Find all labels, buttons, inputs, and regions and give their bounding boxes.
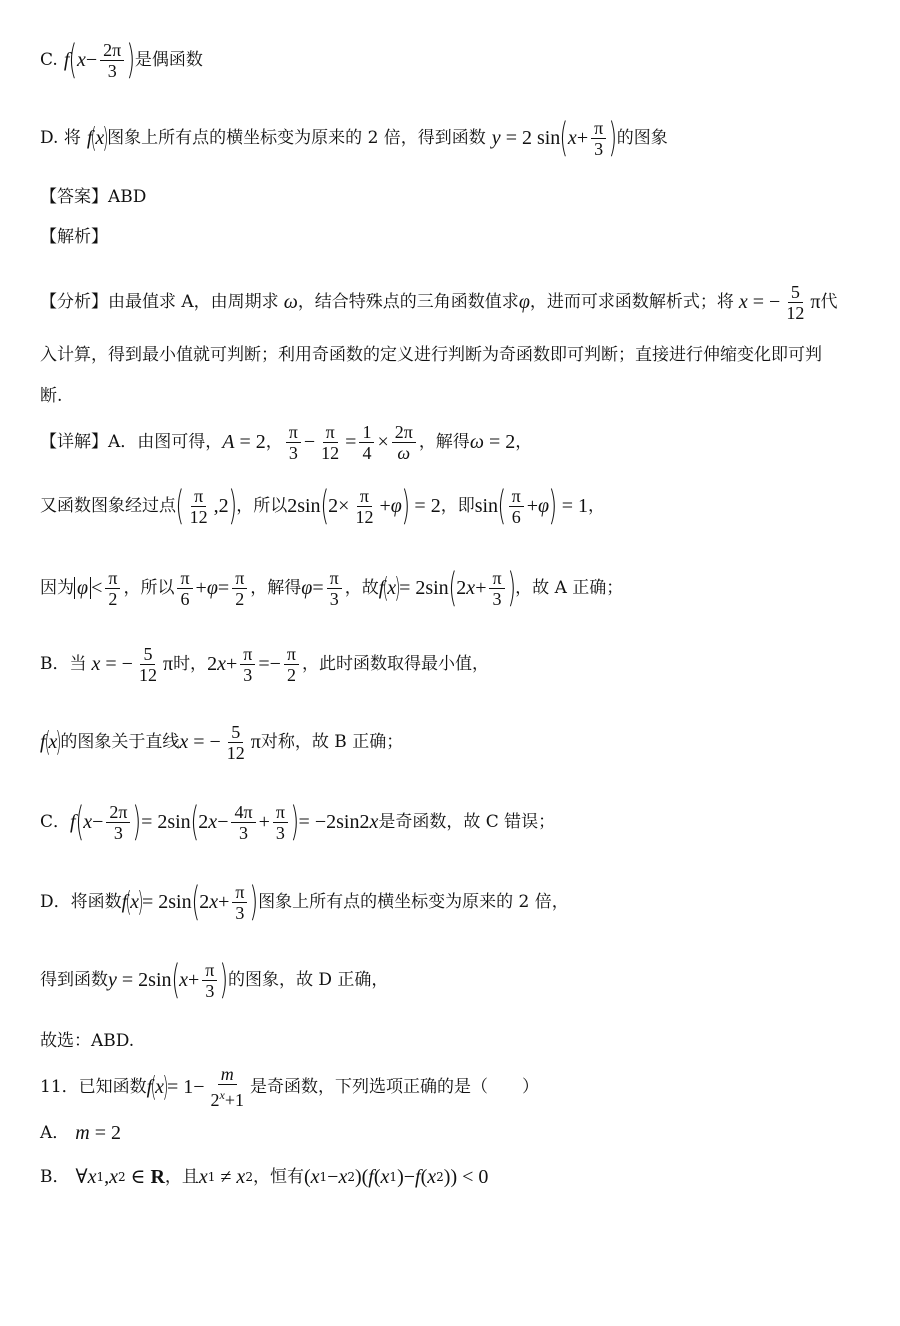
- fenxi-line3: 断.: [40, 386, 63, 406]
- detail-c: C． f ( x − $\frac{2\pi}{3}$ ) = 2sin ( 2 x − $\frac{4\pi}{3}$ + $\frac{\pi}{3}$ ) = −2sin2 x 是奇函数，故 C 错误；: [40, 799, 556, 845]
- option-c-text: 是偶函数: [134, 50, 203, 70]
- detail-a: 【详解】A．由图可得， A = 2 ， $\frac{\pi}{3}$ − $\frac{\pi}{12}$ = $\frac{1}{4}$ × $\frac{2\pi}{\omega}$ ，解得 ω = 2 ，: [40, 421, 533, 463]
- option-d: D. 将 f ( x ) 图象上所有点的横坐标变为原来的 2 倍，得到函数 y = 2 sin ( x + $\frac{\pi}{3}$ ) 的图象: [40, 115, 668, 161]
- q11-option-b: B． ∀ x 1 , x 2 ∈ R ，且 x 1 ≠ x 2 ，恒有 ( x 1 − x 2 )( f ( x 1 )− f ( x 2 )) < 0: [40, 1166, 489, 1188]
- choose-line: 故选：ABD.: [40, 1031, 135, 1051]
- question-11: 11．已知函数 f ( x ) = 1− $\frac{m}{2^x+1}$ 是奇函数，下列选项正确的是（ ）: [40, 1064, 540, 1110]
- detail-d2: 得到函数 y = 2sin ( x + $\frac{\pi}{3}$ ) 的图象，故 D 正确，: [40, 957, 389, 1003]
- fenxi-line2: 入计算，得到最小值就可判断；利用奇函数的定义进行判断为奇函数即可判断；直接进行伸缩变化即可判: [40, 345, 822, 365]
- option-d-tail: 的图象: [616, 128, 668, 148]
- detail-symmetry: f ( x ) 的图象关于直线 x = − $\frac{5}{12}$ π 对称，故 B 正确；: [40, 721, 404, 763]
- analysis-heading: 【解析】: [40, 227, 108, 247]
- option-c-label: C.: [40, 50, 58, 70]
- answer-line: 【答案】ABD: [40, 187, 147, 207]
- detail-phi: 因为 φ < $\frac{\pi}{2}$ ，所以 $\frac{\pi}{6}$ + φ = $\frac{\pi}{2}$ ，解得 φ = $\frac{\pi}{3}$ ，故 f ( x ) = 2sin ( 2 x + $\frac{\pi}{3}$ ) ，故 A 正确；: [40, 565, 624, 611]
- detail-point: 又函数图象经过点 ( $\frac{\pi}{12}$ ,2 ) ，所以 2sin ( 2× $\frac{\pi}{12}$ + φ ) = 2 ，即 sin ( $\frac{\pi}{6}$ + φ ) = 1 ，: [40, 483, 605, 529]
- option-d-text: 图象上所有点的横坐标变为原来的 2 倍，得到函数: [107, 128, 486, 148]
- option-d-label: D. 将: [40, 128, 81, 148]
- detail-b: B．当 x = − $\frac{5}{12}$ π 时， 2 x + $\frac{\pi}{3}$ =− $\frac{\pi}{2}$ ，此时函数取得最小值，: [40, 643, 489, 685]
- math-f: f: [63, 49, 70, 71]
- q11-option-a: A． m = 2: [40, 1122, 122, 1144]
- detail-d: D．将函数 f ( x ) = 2sin ( 2 x + $\frac{\pi}{3}$ ) 图象上所有点的横坐标变为原来的 2 倍，: [40, 879, 569, 925]
- option-c: C. f ( x − $\frac{2\pi}{3}$ ) 是偶函数: [40, 37, 203, 83]
- fenxi-line1: 【分析】由最值求 A，由周期求 ω ，结合特殊点的三角函数值求 φ ，进而可求函数解析式；将 x = − $\frac{5}{12}$ π 代: [40, 281, 838, 323]
